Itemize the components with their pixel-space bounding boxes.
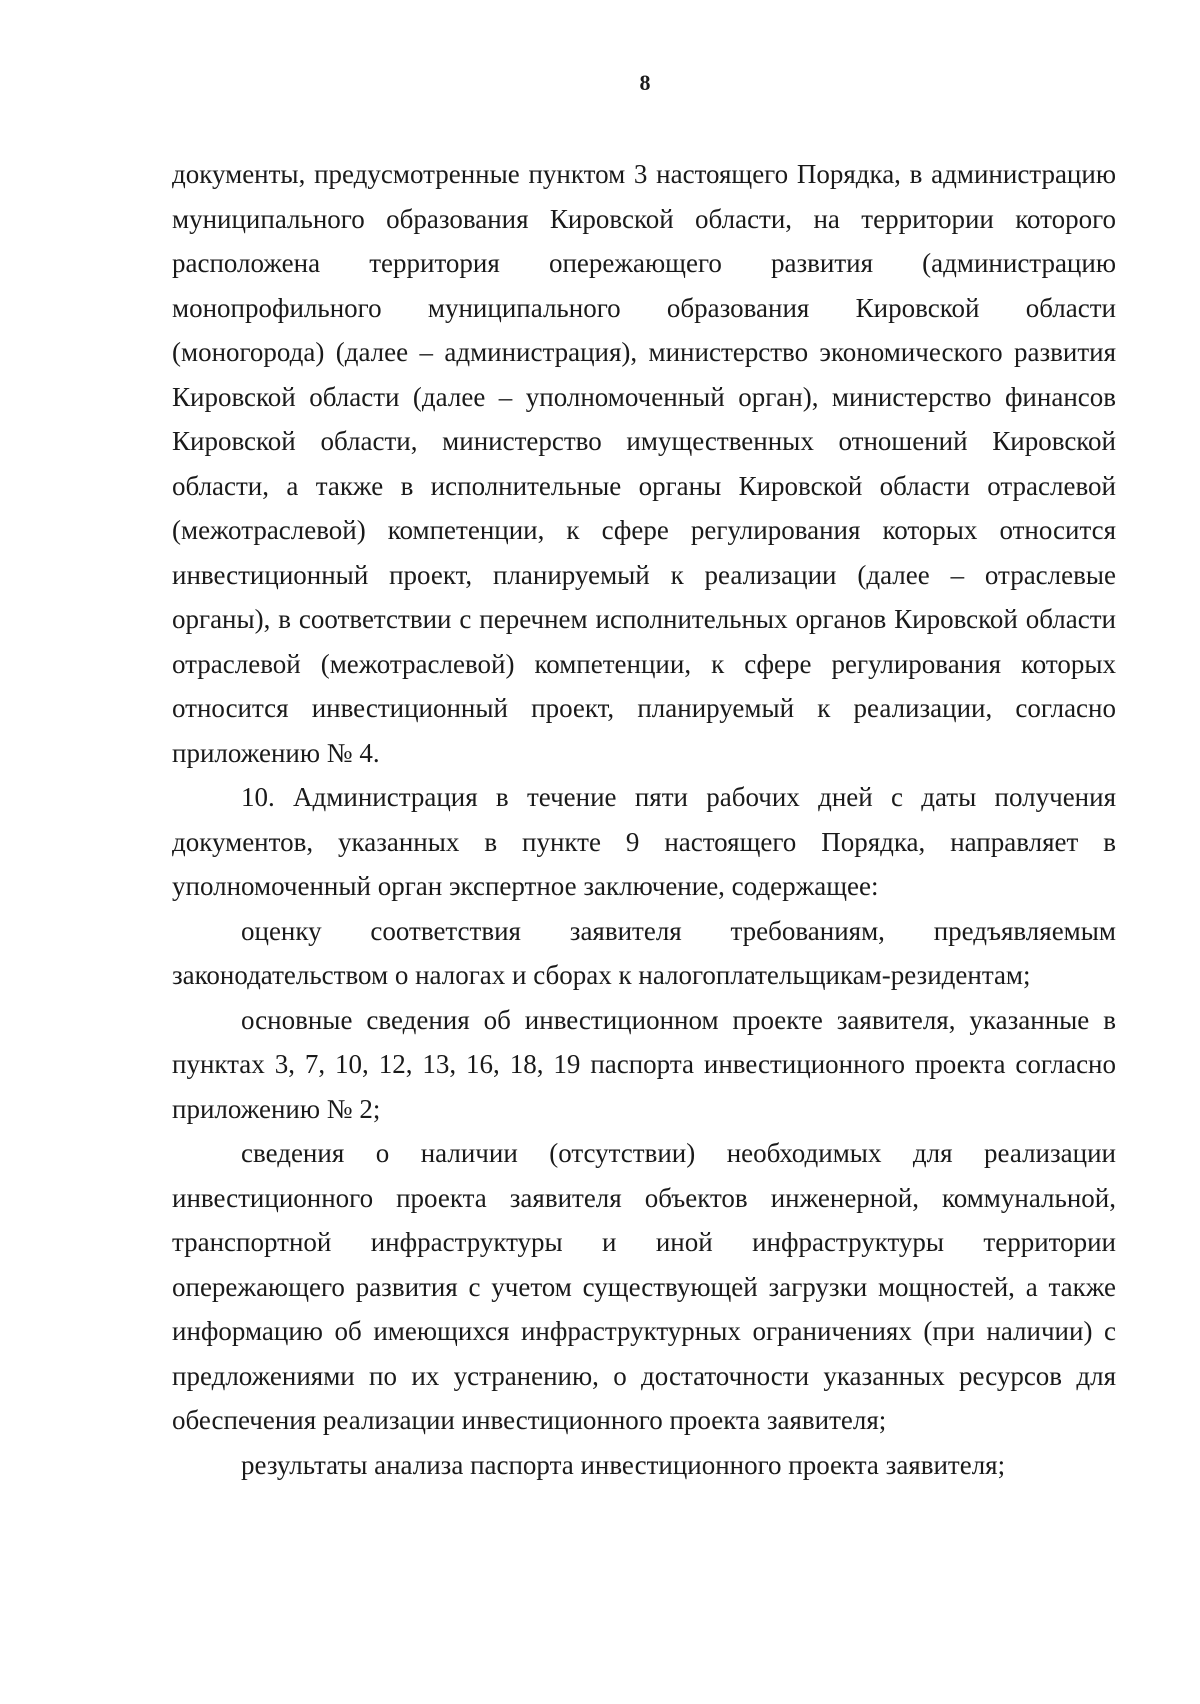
paragraph-item-10: 10. Администрация в течение пяти рабочих дней с даты получения документов, указанных в пункте 9 настоящего Порядка, направляет в уполномоченный орган экспертное заключение, содержащее: [172, 782, 1116, 901]
paragraph-compliance-assessment: оценку соответствия заявителя требованиям, предъявляемым законодательством о налогах и сборах к налогоплательщикам-резидентам; [172, 915, 1116, 990]
paragraph-passport-analysis: результаты анализа паспорта инвестиционного проекта заявителя; [241, 1449, 1006, 1480]
paragraph-infrastructure-info: сведения о наличии (отсутствии) необходимых для реализации инвестиционного проекта заявителя объектов инженерной, коммунальной, транспортной инфраструктуры и иной инфраструктуры территории опережающего развития с учетом существующей загрузки мощностей, а также информацию об имеющихся инфраструктурных ограничениях (при наличии) с предложениями по их устранению, о достаточности указанных ресурсов для обеспечения реализации инвестиционного проекта заявителя; [172, 1138, 1116, 1435]
page-number: 8 [639, 70, 651, 95]
paragraph-submission-documents: документы, предусмотренные пунктом 3 настоящего Порядка, в администрацию муниципального образования Кировской области, на территории которого расположена территория опережающего развития (администрацию монопрофильного муниципального образования Кировской области (моногорода) (далее – администрация), министерство экономического развития Кировской области (далее – уполномоченный орган), министерство финансов Кировской области, министерство имущественных отношений Кировской области, а также в исполнительные органы Кировской области отраслевой (межотраслевой) компетенции, к сфере регулирования которых относится инвестиционный проект, планируемый к реализации (далее – отраслевые органы), в соответствии с перечнем исполнительных органов Кировской области отраслевой (межотраслевой) компетенции, к сфере регулирования которых относится инвестиционный проект, планируемый к реализации, согласно приложению № 4. [172, 159, 1116, 768]
document-body [172, 152, 1116, 1487]
paragraph-project-basic-info: основные сведения об инвестиционном проекте заявителя, указанные в пунктах 3, 7, 10, 12, 13, 16, 18, 19 паспорта инвестиционного проекта согласно приложению № 2; [172, 1004, 1116, 1124]
